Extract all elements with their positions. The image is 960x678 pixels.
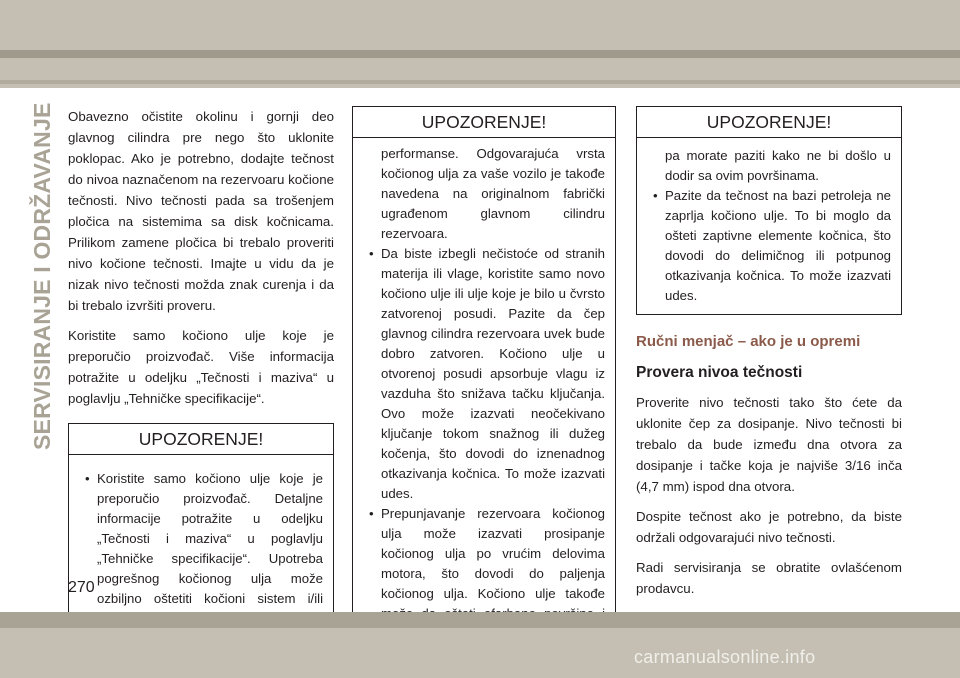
warning-title: UPOZORENJE! xyxy=(353,107,615,138)
warning-box xyxy=(636,106,902,315)
column-2 xyxy=(352,106,616,653)
warning-box xyxy=(68,423,334,638)
warning-title: UPOZORENJE! xyxy=(637,107,901,138)
page-number: 270 xyxy=(68,579,95,596)
section-heading: Ručni menjač – ako je u opremi xyxy=(636,333,861,350)
warning-title: UPOZORENJE! xyxy=(69,424,333,455)
subsection-heading: Provera nivoa tečnosti xyxy=(636,364,803,381)
warning-continuation: performanse. Odgovarajuća vrsta kočionog ulja za vaše vozilo je takođe navedena na originalnom fabrički ugrađenom glavnom cilindru rezervoara. xyxy=(381,146,605,241)
paragraph: Radi servisiranja se obratite ovlašćenom prodavcu. xyxy=(636,560,902,596)
paragraph: Obavezno očistite okolinu i gornji deo glavnog cilindra pre nego što uklonite poklopac. Ako je potrebno, dodajte tečnost do nivoa naznačenom na rezervoaru kočione tečnosti. Nivo tečnosti pada sa trošenjem pločica na sistemima sa disk kočnicama. Prilikom zamene pločica bi trebalo proveriti nivo kočione tečnosti. Imajte u vidu da je nizak nivo tečnosti možda znak curenja i da bi trebalo izvršiti proveru. xyxy=(68,109,334,313)
warning-continuation: pa morate paziti kako ne bi došlo u dodir sa ovim površinama. xyxy=(665,148,891,183)
warning-box xyxy=(352,106,616,653)
top-stripe-thin xyxy=(0,80,960,84)
warning-item: • Pazite da tečnost na bazi petroleja ne zaprlja kočiono ulje. To bi moglo da ošteti zaptivne elemente kočnica, što dovodi do delimičnog ili potpunog otkazivanja kočnica. To može izazvati udes. xyxy=(647,186,891,306)
column-1 xyxy=(68,106,334,638)
top-stripe xyxy=(0,50,960,58)
watermark: carmanualsonline.info xyxy=(634,647,816,667)
chapter-sidebar xyxy=(8,96,55,450)
warning-item: • Koristite samo kočiono ulje koje je preporučio proizvođač. Detaljne informacije potražite u odeljku „Tečnosti i maziva“ u poglavlju „Tehničke specifikacije“. Upotreba pogrešnog kočionog ulja može ozbiljno oštetiti kočioni sistem i/ili xyxy=(79,469,323,629)
bottom-stripe xyxy=(0,612,960,628)
top-band xyxy=(0,0,960,88)
warning-list xyxy=(69,455,333,637)
paragraph: Koristite samo kočiono ulje koje je preporučio proizvođač. Više informacija potražite u odeljku „Tečnosti i maziva“ u poglavlju „Tehničke specifikacije“. xyxy=(68,328,334,406)
chapter-title: SERVISIRANJE I ODRŽAVANJE xyxy=(29,102,55,450)
warning-item: • Prepunjavanje rezervoara kočionog ulja može izazvati prosipanje kočionog ulja po vrućim delovima motora, što dovodi do paljenja kočionog ulja. Kočiono ulje takođe xyxy=(363,504,605,644)
warning-item: • Da biste izbegli nečistoće od stranih materija ili vlage, koristite samo novo kočiono ulje ili ulje koje je bilo u čvrsto zatvorenoj posudi. Pazite da čep glavnog cilindra rezervoara uvek bude dobro zatvoren. Kočiono ulje u otvorenoj posudi apsorbuje vlagu iz vazduha što snižava tačku ključanja. Ovo može izazvati neočekivano ključanje tokom snažnog ili dužeg kočenja, što dovodi do iznenadnog otkazivanja kočnica. To može izazvati udes. xyxy=(363,244,605,504)
paragraph: Dospite tečnost ako je potrebno, da biste održali odgovarajući nivo tečnosti. xyxy=(636,509,902,545)
paragraph: Proverite nivo tečnosti tako što ćete da uklonite čep za dosipanje. Nivo tečnosti bi trebalo da bude između dna otvora za dosipanje i tačke koja je najviše 3/16 inča (4,7 mm) ispod dna otvora. xyxy=(636,395,902,494)
warning-list xyxy=(637,138,901,314)
column-3 xyxy=(636,106,902,608)
warning-list xyxy=(353,138,615,652)
